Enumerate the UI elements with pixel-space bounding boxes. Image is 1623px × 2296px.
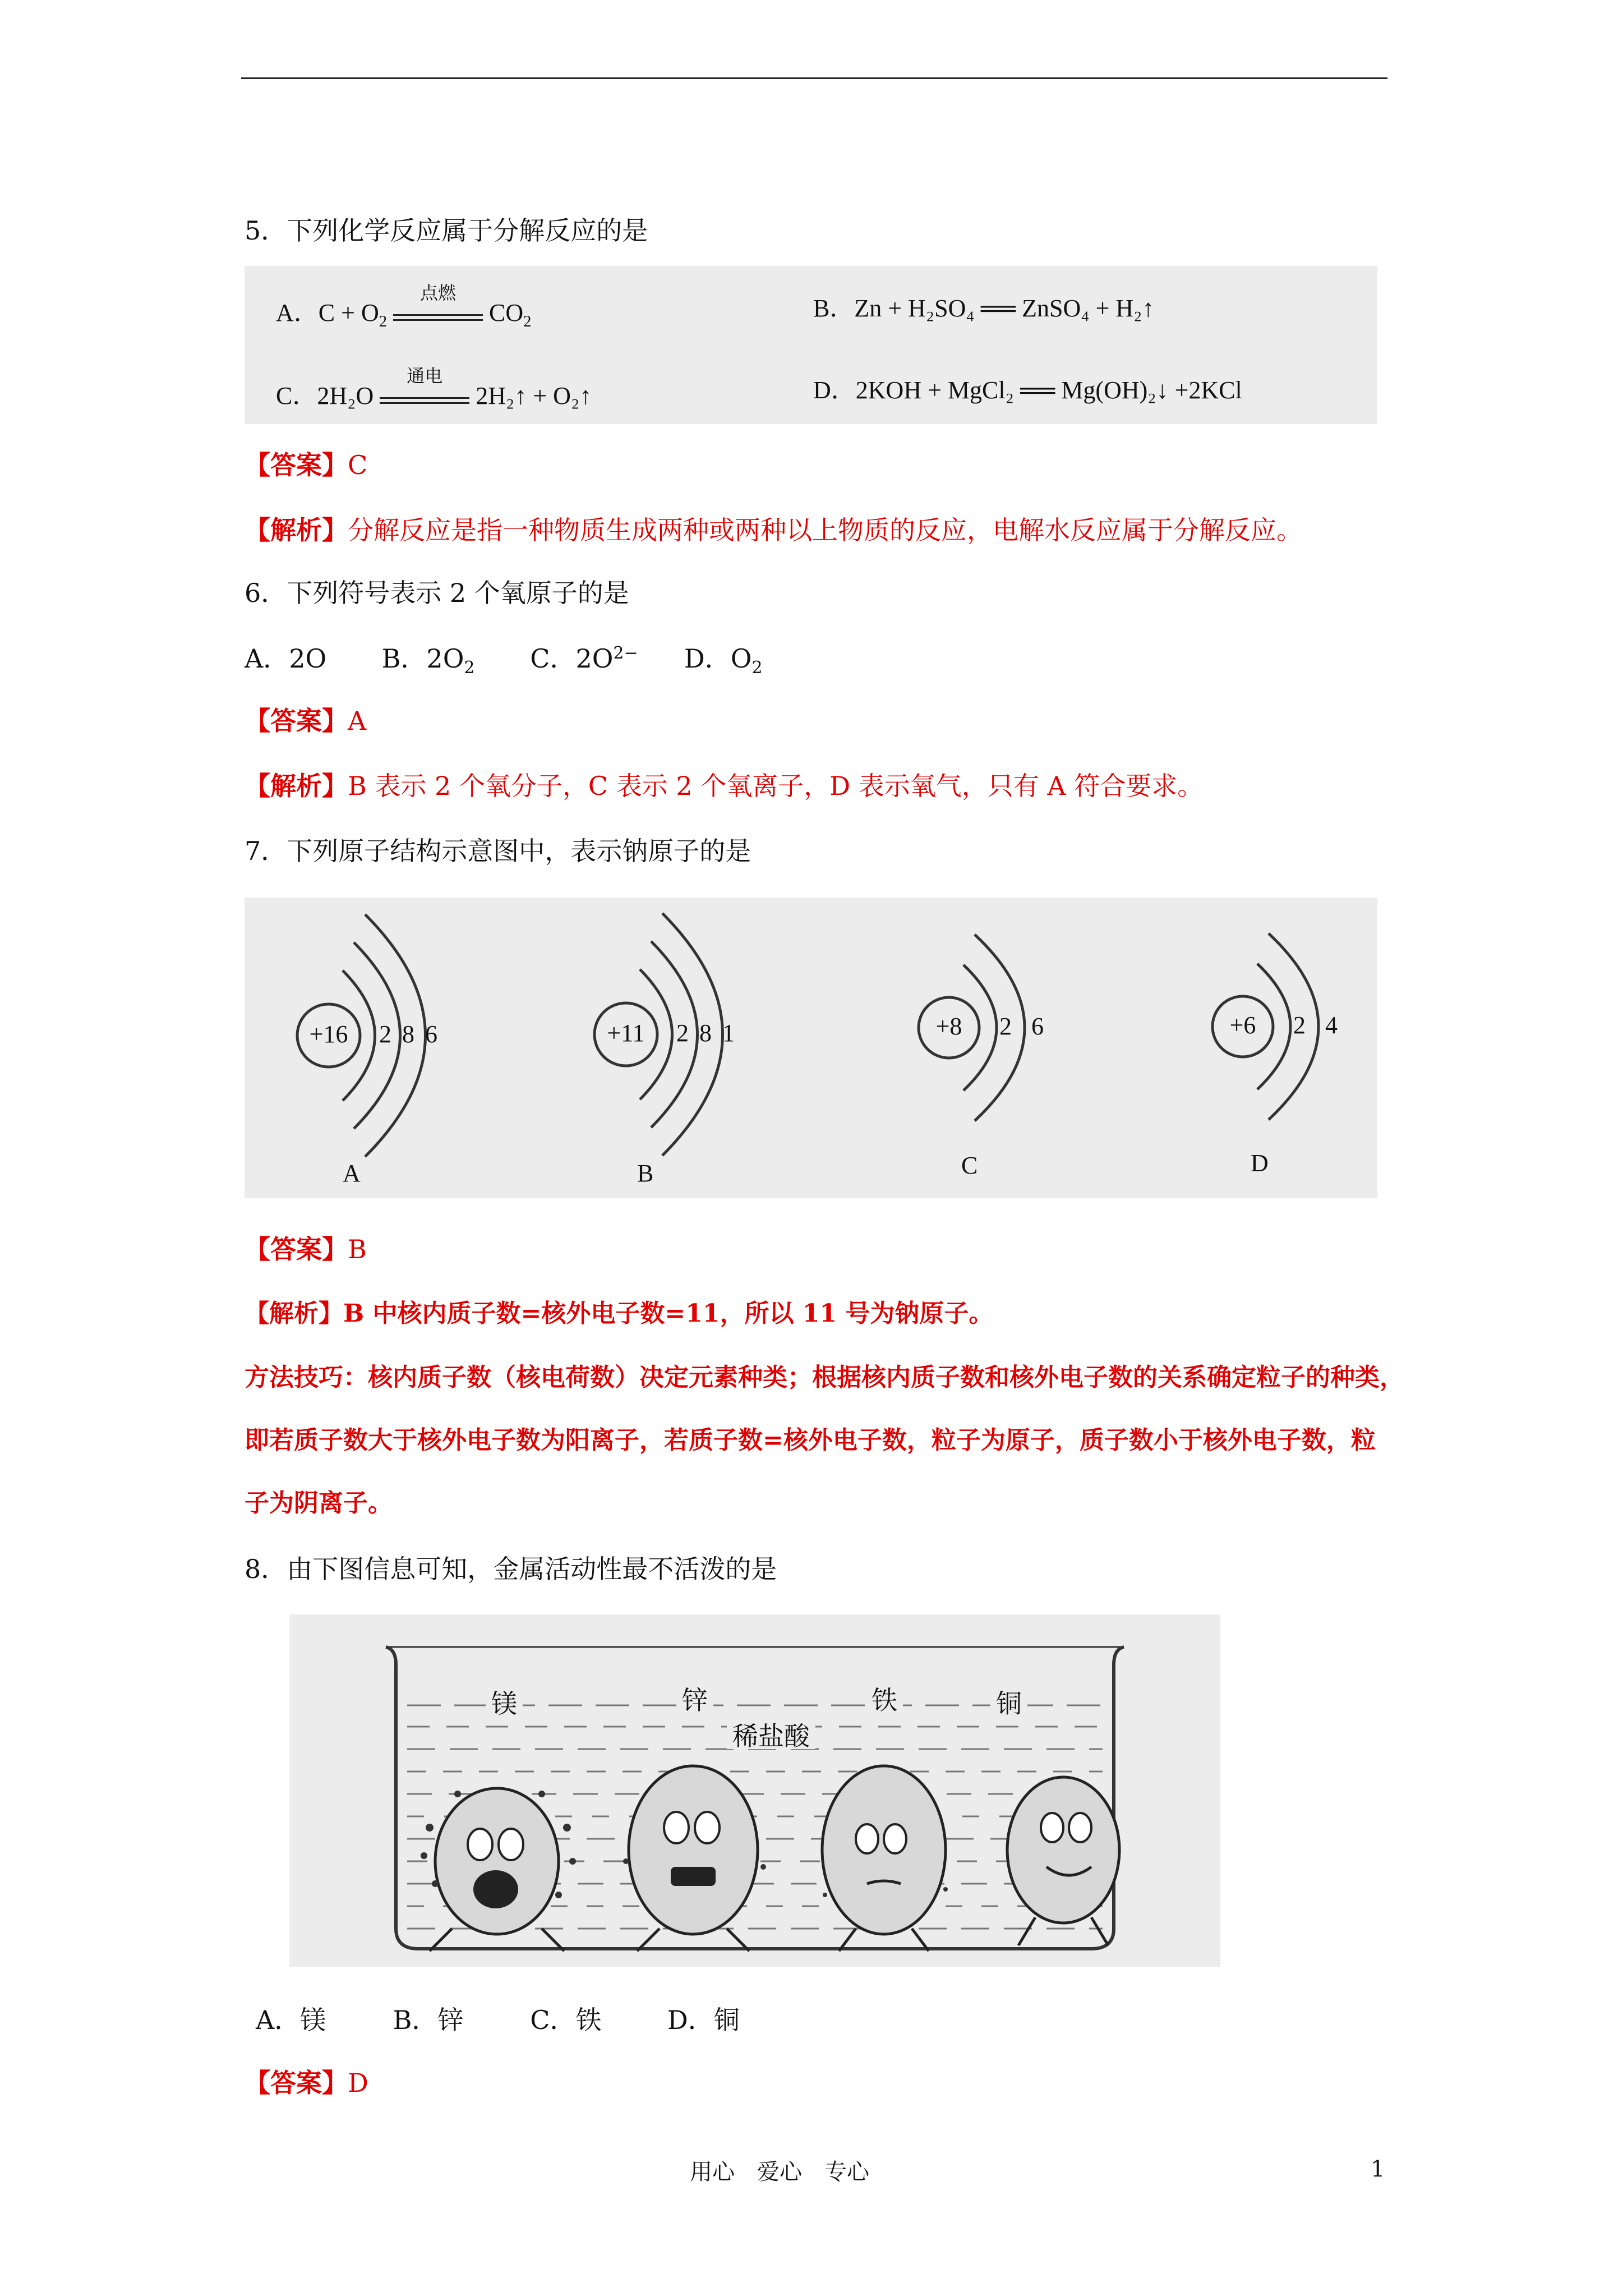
q6-stem: 6．下列符号表示 2 个氧原子的是 xyxy=(245,578,629,608)
q7-atom-diagrams xyxy=(245,898,1377,1198)
q8-options: A．镁 B．锌 C．铁 D．铜 xyxy=(256,2005,740,2035)
q7-tip-line-1: 方法技巧：核内质子数（核电荷数）决定元素种类；根据核内质子数和核外电子数的关系确定粒子的种类， xyxy=(245,1363,1404,1392)
q6-answer: 【答案】A xyxy=(245,706,367,736)
atom-b-label: B xyxy=(637,1159,654,1187)
q5-answer: 【答案】C xyxy=(245,450,368,480)
atom-c-label: C xyxy=(961,1152,978,1179)
q7-analysis: 【解析】B 中核内质子数=核外电子数=11，所以 11 号为钠原子。 xyxy=(245,1299,994,1328)
beaker-illustration xyxy=(289,1614,1220,1967)
metal-label-zn: 锌 xyxy=(676,1687,713,1713)
atom-d-nucleus: +6 xyxy=(1229,1011,1256,1039)
q6-analysis: 【解析】B 表示 2 个氧分子，C 表示 2 个氧离子，D 表示氧气，只有 A 符合要求。 xyxy=(245,771,1204,801)
atom-d-shells: 2 4 xyxy=(1293,1011,1344,1039)
page-number: 1 xyxy=(1371,2156,1385,2182)
atom-a-label: A xyxy=(343,1159,361,1187)
magnesium-character xyxy=(435,1788,559,1934)
q5-option-a: A．$C + O_2$ 点燃 $CO_2$ xyxy=(276,282,532,330)
metal-label-cu: 铜 xyxy=(990,1691,1027,1717)
acid-label: 稀盐酸 xyxy=(727,1723,815,1749)
iron-character xyxy=(822,1766,946,1934)
q7-stem: 7．下列原子结构示意图中，表示钠原子的是 xyxy=(245,836,751,866)
q8-stem: 8．由下图信息可知，金属活动性最不活泼的是 xyxy=(245,1554,777,1584)
q5-option-d: D．2KOH + MgCl₂ ══ Mg(OH)₂↓ +2KCl xyxy=(813,376,1242,404)
q8-answer: 【答案】D xyxy=(245,2068,368,2098)
q7-tip-line-2: 即若质子数大于核外电子数为阳离子，若质子数=核外电子数，粒子为原子，质子数小于核外电子数，粒 xyxy=(245,1426,1376,1455)
q7-answer: 【答案】B xyxy=(245,1234,367,1264)
metal-label-mg: 镁 xyxy=(486,1691,523,1717)
q6-options: A．2O B．$2O_2$ C．$2O^{2-}$ D．$O_2$ xyxy=(245,643,763,678)
atom-structure-figure xyxy=(245,898,1377,1198)
q5-options-image xyxy=(245,266,1377,424)
atom-a-shells: 2 8 6 xyxy=(379,1020,440,1048)
atom-a-nucleus: +16 xyxy=(309,1020,348,1048)
atom-b-shells: 2 8 1 xyxy=(676,1019,737,1047)
q7-tip-line-3: 子为阴离子。 xyxy=(245,1489,393,1517)
q5-stem: 5．下列化学反应属于分解反应的是 xyxy=(245,215,648,246)
footer-slogan: 用心 爱心 专心 xyxy=(690,2159,869,2185)
q8-metal-acid-figure xyxy=(289,1614,1220,1967)
header-rule xyxy=(241,77,1387,79)
q5-option-b: B．Zn + H₂SO₄ ══ ZnSO₄ + H₂↑ xyxy=(813,295,1155,322)
atom-c-nucleus: +8 xyxy=(935,1013,962,1040)
metal-label-fe: 铁 xyxy=(866,1687,903,1713)
q5-option-c: C．2H₂O 通电 2H₂↑ + O₂↑ xyxy=(276,365,592,409)
copper-character xyxy=(1007,1777,1119,1923)
q5-analysis: 【解析】分解反应是指一种物质生成两种或两种以上物质的反应，电解水反应属于分解反应。 xyxy=(245,515,1302,545)
zinc-character xyxy=(629,1766,758,1934)
atom-c-shells: 2 6 xyxy=(999,1013,1050,1040)
atom-d-label: D xyxy=(1251,1149,1269,1177)
atom-b-nucleus: +11 xyxy=(607,1019,645,1047)
